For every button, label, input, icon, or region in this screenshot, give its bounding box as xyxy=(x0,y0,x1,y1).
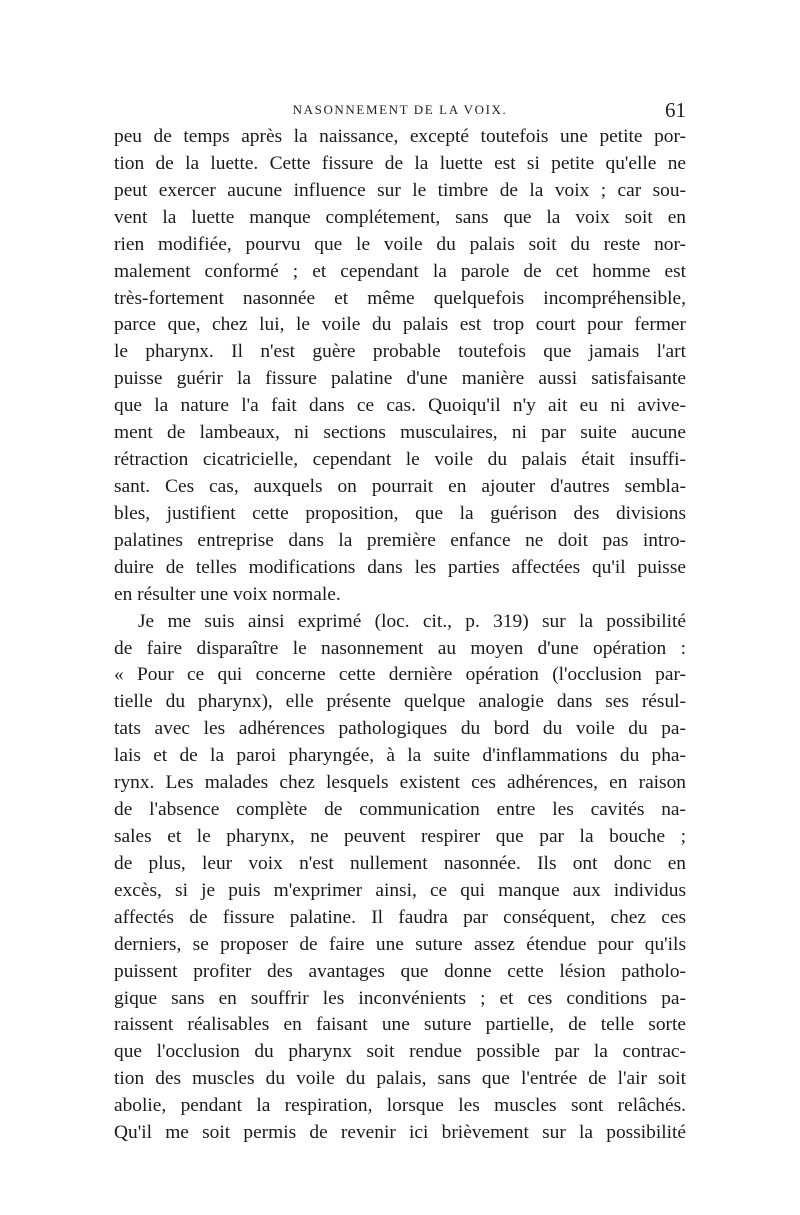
text-line: lais et de la paroi pharyngée, à la suite d'inflammations du pha- xyxy=(114,745,686,767)
text-line: raissent réalisables en faisant une suture partielle, de telle sorte xyxy=(114,1014,686,1036)
text-line: tielle du pharynx), elle présente quelque analogie dans ses résul- xyxy=(114,691,686,713)
paragraph-first-line: Je me suis ainsi exprimé (loc. cit., p. 319) sur la possibilité xyxy=(138,610,686,632)
running-title: NASONNEMENT DE LA VOIX. xyxy=(292,102,508,117)
text-line: vent la luette manque complétement, sans que la voix soit en xyxy=(114,206,686,228)
text-line: que l'occlusion du pharynx soit rendue possible par la contrac- xyxy=(114,1041,686,1063)
text-line: gique sans en souffrir les inconvénients ; et ces conditions pa- xyxy=(114,987,686,1009)
text-line: peu de temps après la naissance, excepté toutefois une petite por- xyxy=(114,126,686,147)
text-line: peut exercer aucune influence sur le timbre de la voix ; car sou- xyxy=(114,179,686,201)
text-line: tion de la luette. Cette fissure de la luette est si petite qu'elle ne xyxy=(114,152,686,174)
text-line: bles, justifient cette proposition, que la guérison des divisions xyxy=(114,502,686,524)
text-line: puissent profiter des avantages que donne cette lésion patholo- xyxy=(114,960,686,982)
text-line: duire de telles modifications dans les parties affectées qu'il puisse xyxy=(114,556,686,578)
text-line: sant. Ces cas, auxquels on pourrait en ajouter d'autres sembla- xyxy=(114,475,686,497)
text-line: palatines entreprise dans la première enfance ne doit pas intro- xyxy=(114,529,686,551)
text-line: ment de lambeaux, ni sections musculaires, ni par suite aucune xyxy=(114,422,686,444)
text-line: « Pour ce qui concerne cette dernière opération (l'occlusion par- xyxy=(114,664,686,686)
text-line: de plus, leur voix n'est nullement nasonnée. Ils ont donc en xyxy=(114,852,686,874)
text-line: excès, si je puis m'exprimer ainsi, ce qui manque aux individus xyxy=(114,879,686,901)
text-line: rien modifiée, pourvu que le voile du palais soit du reste nor- xyxy=(114,233,686,255)
text-line: Qu'il me soit permis de revenir ici brièvement sur la possibilité xyxy=(114,1122,686,1144)
text-line: rynx. Les malades chez lesquels existent ces adhérences, en raison xyxy=(114,772,686,794)
text-line: en résulter une voix normale. xyxy=(114,583,341,605)
text-line: derniers, se proposer de faire une suture assez étendue pour qu'ils xyxy=(114,933,686,955)
text-line: de faire disparaître le nasonnement au moyen d'une opération : xyxy=(114,637,686,659)
text-line: le pharynx. Il n'est guère probable toutefois que jamais l'art xyxy=(114,341,686,363)
text-line: tion des muscles du voile du palais, sans que l'entrée de l'air soit xyxy=(114,1068,686,1090)
text-line: malement conformé ; et cependant la parole de cet homme est xyxy=(114,260,686,282)
text-line: puisse guérir la fissure palatine d'une manière aussi satisfaisante xyxy=(114,368,686,390)
page-number: 61 xyxy=(665,98,686,122)
text-line: rétraction cicatricielle, cependant le voile du palais était insuffi- xyxy=(114,449,686,471)
body-text xyxy=(114,124,686,1147)
text-line: affectés de fissure palatine. Il faudra par conséquent, chez ces xyxy=(114,906,686,928)
text-line: abolie, pendant la respiration, lorsque les muscles sont relâchés. xyxy=(114,1095,686,1117)
text-line: très-fortement nasonnée et même quelquefois incompréhensible, xyxy=(114,287,686,309)
text-line: parce que, chez lui, le voile du palais est trop court pour fermer xyxy=(114,314,686,336)
text-line: de l'absence complète de communication entre les cavités na- xyxy=(114,799,686,821)
text-line: tats avec les adhérences pathologiques du bord du voile du pa- xyxy=(114,718,686,740)
text-line: sales et le pharynx, ne peuvent respirer que par la bouche ; xyxy=(114,825,686,847)
text-line: que la nature l'a fait dans ce cas. Quoiqu'il n'y ait eu ni avive- xyxy=(114,395,686,417)
